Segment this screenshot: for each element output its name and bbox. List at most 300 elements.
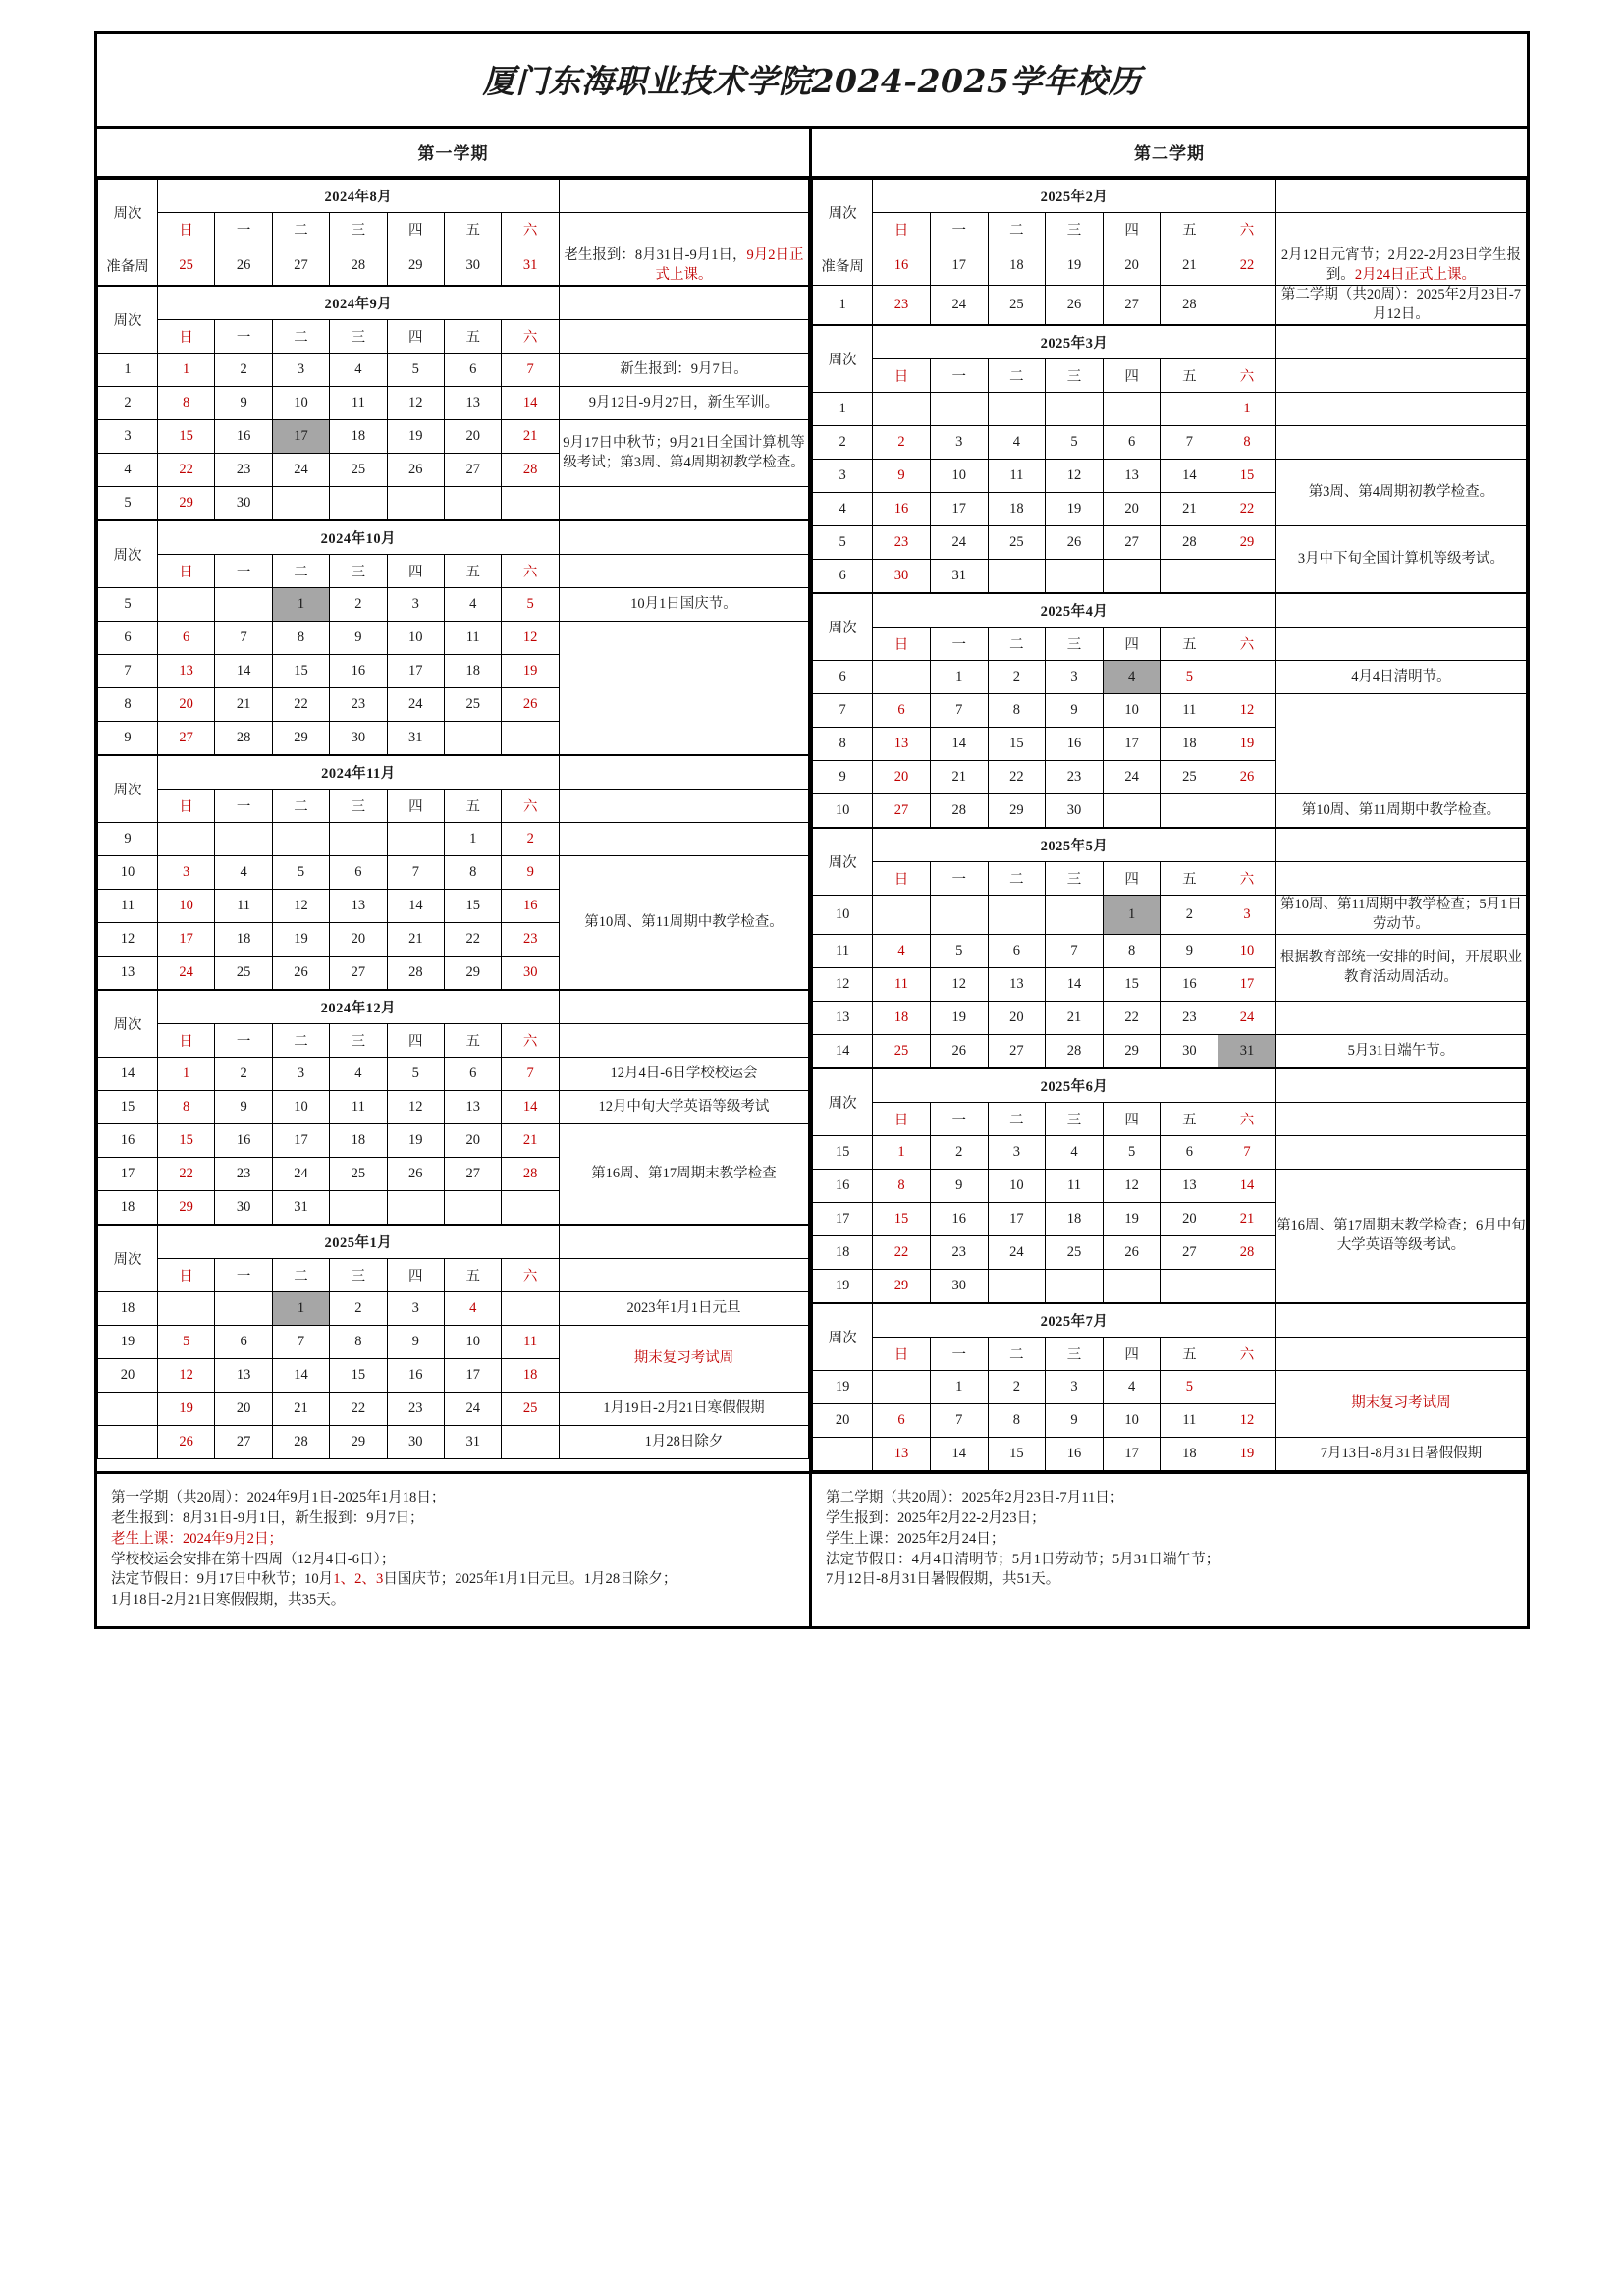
day-cell: 13	[215, 1359, 272, 1393]
week-row	[813, 896, 1527, 935]
month-name: 2024年9月	[157, 287, 559, 320]
day-cell: 4	[1103, 1371, 1161, 1404]
week-number: 1	[98, 354, 158, 387]
day-cell: 31	[272, 1191, 329, 1225]
day-cell: 26	[930, 1035, 988, 1068]
month-name: 2024年8月	[157, 180, 559, 213]
note-cell: 新生报到：9月7日。	[559, 354, 808, 387]
day-cell: 7	[1046, 935, 1104, 968]
week-column-header: 周次	[813, 1304, 873, 1371]
day-cell: 26	[387, 454, 444, 487]
day-cell: 3	[387, 1292, 444, 1326]
day-cell: 7	[215, 622, 272, 655]
month-table	[812, 179, 1527, 325]
dow-header-4: 四	[387, 1024, 444, 1058]
dow-header-5: 五	[444, 1259, 501, 1292]
week-row	[98, 487, 809, 520]
note-cell: 2月12日元宵节；2月22-2月23日学生报到。2月24日正式上课。	[1275, 246, 1526, 286]
dow-header-1: 一	[215, 555, 272, 588]
day-cell: 16	[215, 1124, 272, 1158]
day-cell: 1	[930, 1371, 988, 1404]
dow-header-0: 日	[873, 862, 931, 896]
dow-header-4: 四	[1103, 213, 1161, 246]
day-cell: 3	[272, 354, 329, 387]
day-cell: 22	[1218, 246, 1276, 286]
day-cell: 6	[988, 935, 1046, 968]
day-cell: 17	[1103, 728, 1161, 761]
week-number: 3	[813, 460, 873, 493]
footer-line: 第一学期（共20周）：2024年9月1日-2025年1月18日；	[111, 1490, 446, 1506]
note-cell	[559, 823, 808, 856]
dow-header-4: 四	[1103, 1103, 1161, 1136]
day-cell: 3	[1046, 1371, 1104, 1404]
day-cell: 18	[444, 655, 501, 688]
dow-header-2: 二	[988, 1103, 1046, 1136]
day-cell: 25	[330, 454, 387, 487]
day-cell	[1218, 1270, 1276, 1303]
day-cell: 13	[444, 1091, 501, 1124]
day-cell: 29	[873, 1270, 931, 1303]
note-cell-blank	[559, 555, 808, 588]
day-cell: 18	[330, 1124, 387, 1158]
week-column-header: 周次	[98, 287, 158, 354]
dow-header-6: 六	[502, 1259, 560, 1292]
dow-header-5: 五	[1161, 213, 1218, 246]
day-cell: 23	[215, 454, 272, 487]
day-cell: 14	[215, 655, 272, 688]
week-row	[98, 1292, 809, 1326]
note-cell: 第10周、第11周期中教学检查。	[559, 856, 808, 990]
semester-2-footer	[812, 1474, 1527, 1625]
day-cell: 2	[215, 1058, 272, 1091]
dow-row	[98, 320, 809, 354]
day-cell: 28	[272, 1426, 329, 1459]
day-cell: 11	[1161, 694, 1218, 728]
month-table	[812, 325, 1527, 593]
day-cell: 23	[387, 1393, 444, 1426]
day-cell: 4	[215, 856, 272, 890]
day-cell	[873, 661, 931, 694]
day-cell: 7	[502, 354, 560, 387]
footer-line: 学校校运会安排在第十四周（12月4日-6日）；	[111, 1551, 396, 1567]
day-cell	[387, 1191, 444, 1225]
dow-header-4: 四	[1103, 628, 1161, 661]
note-cell-blank	[559, 287, 808, 320]
day-cell: 28	[215, 722, 272, 755]
day-cell: 13	[988, 968, 1046, 1002]
dow-header-2: 二	[988, 628, 1046, 661]
note-cell	[1275, 393, 1526, 426]
note-cell: 2023年1月1日元旦	[559, 1292, 808, 1326]
dow-header-4: 四	[387, 790, 444, 823]
month-header-row	[813, 1304, 1527, 1338]
title-bar	[97, 34, 1527, 129]
day-cell: 20	[157, 688, 214, 722]
note-cell-blank	[1275, 594, 1526, 628]
dow-row	[98, 1259, 809, 1292]
dow-header-0: 日	[157, 1259, 214, 1292]
day-cell: 19	[1046, 493, 1104, 526]
day-cell: 11	[215, 890, 272, 923]
note-cell: 9月12日-9月27日，新生军训。	[559, 387, 808, 420]
dow-header-4: 四	[387, 1259, 444, 1292]
day-cell: 15	[988, 728, 1046, 761]
week-column-header: 周次	[98, 1226, 158, 1292]
day-cell: 6	[873, 1404, 931, 1438]
week-number: 5	[98, 588, 158, 622]
day-cell: 5	[1046, 426, 1104, 460]
day-cell	[502, 1426, 560, 1459]
day-cell: 6	[330, 856, 387, 890]
note-cell: 第16周、第17周期末教学检查；6月中旬大学英语等级考试。	[1275, 1170, 1526, 1303]
week-row	[813, 393, 1527, 426]
day-cell: 12	[272, 890, 329, 923]
day-cell: 13	[444, 387, 501, 420]
day-cell: 4	[444, 1292, 501, 1326]
week-row	[98, 420, 809, 454]
day-cell: 2	[330, 1292, 387, 1326]
day-cell: 31	[444, 1426, 501, 1459]
dow-header-2: 二	[988, 359, 1046, 393]
month-header-row	[813, 829, 1527, 862]
dow-header-6: 六	[1218, 628, 1276, 661]
day-cell: 22	[272, 688, 329, 722]
day-cell: 28	[1218, 1236, 1276, 1270]
footer-line: 法定节假日：9月17日中秋节；10月1、2、3日国庆节；2025年1月1日元旦。1月28日除夕；	[111, 1571, 677, 1588]
day-cell: 25	[444, 688, 501, 722]
day-cell: 12	[157, 1359, 214, 1393]
day-cell: 4	[444, 588, 501, 622]
day-cell: 14	[930, 728, 988, 761]
week-row	[813, 286, 1527, 325]
day-cell: 30	[330, 722, 387, 755]
day-cell: 3	[387, 588, 444, 622]
note-cell-blank	[559, 1024, 808, 1058]
dow-header-2: 二	[988, 1338, 1046, 1371]
day-cell: 29	[387, 246, 444, 286]
day-cell: 1	[445, 823, 502, 856]
week-row	[813, 246, 1527, 286]
day-cell: 3	[272, 1058, 329, 1091]
dow-header-1: 一	[930, 1103, 988, 1136]
day-cell	[444, 487, 501, 520]
day-cell: 1	[272, 1292, 329, 1326]
day-cell: 1	[272, 588, 329, 622]
week-number: 14	[98, 1058, 158, 1091]
day-cell: 29	[272, 722, 329, 755]
day-cell: 22	[157, 454, 214, 487]
day-cell: 16	[873, 493, 931, 526]
month-name: 2025年6月	[873, 1069, 1276, 1103]
day-cell	[1103, 393, 1161, 426]
day-cell: 10	[1103, 694, 1161, 728]
week-number: 14	[813, 1035, 873, 1068]
week-column-header: 周次	[98, 756, 158, 823]
day-cell	[272, 487, 329, 520]
day-cell: 5	[1161, 661, 1218, 694]
day-cell	[930, 393, 988, 426]
day-cell: 10	[930, 460, 988, 493]
note-cell: 第3周、第4周期初教学检查。	[1275, 460, 1526, 526]
day-cell: 10	[988, 1170, 1046, 1203]
day-cell: 31	[502, 246, 560, 286]
day-cell: 13	[330, 890, 387, 923]
day-cell: 21	[930, 761, 988, 794]
day-cell: 5	[272, 856, 329, 890]
day-cell: 22	[988, 761, 1046, 794]
day-cell: 12	[930, 968, 988, 1002]
day-cell: 24	[930, 526, 988, 560]
day-cell: 12	[1218, 1404, 1276, 1438]
month-header-row	[813, 180, 1527, 213]
dow-header-1: 一	[215, 320, 272, 354]
day-cell: 17	[930, 493, 988, 526]
day-cell: 15	[272, 655, 329, 688]
day-cell: 18	[873, 1002, 931, 1035]
day-cell: 19	[1218, 728, 1276, 761]
day-cell: 18	[215, 923, 272, 957]
day-cell: 10	[387, 622, 444, 655]
dow-header-0: 日	[873, 628, 931, 661]
day-cell: 27	[1103, 286, 1161, 325]
day-cell: 17	[1218, 968, 1276, 1002]
day-cell: 21	[1046, 1002, 1104, 1035]
day-cell: 12	[1103, 1170, 1161, 1203]
day-cell: 25	[1161, 761, 1218, 794]
week-number: 11	[813, 935, 873, 968]
day-cell: 23	[1161, 1002, 1218, 1035]
dow-header-1: 一	[215, 1259, 272, 1292]
week-number: 12	[98, 923, 158, 957]
day-cell: 26	[1218, 761, 1276, 794]
note-cell: 4月4日清明节。	[1275, 661, 1526, 694]
week-number: 18	[98, 1292, 158, 1326]
note-cell: 5月31日端午节。	[1275, 1035, 1526, 1068]
dow-header-6: 六	[1218, 213, 1276, 246]
day-cell: 2	[873, 426, 931, 460]
day-cell	[502, 722, 560, 755]
day-cell: 14	[930, 1438, 988, 1471]
dow-header-0: 日	[157, 213, 214, 246]
week-number: 9	[98, 722, 158, 755]
day-cell: 9	[215, 1091, 272, 1124]
month-header-row	[813, 1069, 1527, 1103]
day-cell: 26	[272, 957, 329, 990]
day-cell: 9	[1046, 1404, 1104, 1438]
week-number: 15	[98, 1091, 158, 1124]
day-cell: 1	[157, 354, 214, 387]
month-name: 2024年10月	[157, 521, 559, 555]
day-cell: 25	[1046, 1236, 1104, 1270]
dow-row	[813, 862, 1527, 896]
dow-header-1: 一	[930, 862, 988, 896]
day-cell: 27	[873, 794, 931, 828]
week-number: 10	[813, 794, 873, 828]
week-row	[813, 460, 1527, 493]
week-row	[813, 1371, 1527, 1404]
week-row	[813, 526, 1527, 560]
day-cell: 24	[988, 1236, 1046, 1270]
note-cell	[1275, 1002, 1526, 1035]
footer-line: 学生上课：2025年2月24日；	[826, 1530, 1005, 1547]
day-cell: 9	[873, 460, 931, 493]
day-cell: 16	[930, 1203, 988, 1236]
day-cell: 9	[502, 856, 559, 890]
day-cell: 11	[873, 968, 931, 1002]
dow-header-4: 四	[1103, 862, 1161, 896]
note-cell: 1月28日除夕	[559, 1426, 808, 1459]
day-cell: 5	[1161, 1371, 1218, 1404]
month-header-row	[98, 756, 809, 790]
day-cell	[1046, 393, 1104, 426]
note-cell-blank	[1275, 628, 1526, 661]
page-title: 厦门东海职业技术学院2024-2025学年校历	[482, 62, 1142, 100]
week-row	[98, 1393, 809, 1426]
dow-header-4: 四	[1103, 359, 1161, 393]
day-cell: 29	[157, 487, 214, 520]
dow-header-0: 日	[873, 359, 931, 393]
day-cell: 4	[330, 354, 387, 387]
day-cell: 6	[157, 622, 214, 655]
week-number: 9	[813, 761, 873, 794]
day-cell: 16	[1161, 968, 1218, 1002]
month-name: 2025年7月	[873, 1304, 1276, 1338]
day-cell: 24	[272, 454, 329, 487]
week-number: 10	[98, 856, 158, 890]
dow-row	[813, 213, 1527, 246]
month-name: 2025年3月	[873, 326, 1276, 359]
day-cell: 31	[1218, 1035, 1276, 1068]
day-cell: 8	[272, 622, 329, 655]
note-cell: 根据教育部统一安排的时间，开展职业教育活动周活动。	[1275, 935, 1526, 1002]
day-cell: 8	[988, 1404, 1046, 1438]
semester-1-footer	[97, 1474, 812, 1625]
day-cell: 28	[1161, 526, 1218, 560]
day-cell	[988, 560, 1046, 593]
day-cell: 19	[157, 1393, 214, 1426]
day-cell: 23	[215, 1158, 272, 1191]
day-cell: 5	[157, 1326, 214, 1359]
day-cell: 7	[930, 1404, 988, 1438]
day-cell	[215, 823, 272, 856]
dow-header-5: 五	[445, 790, 502, 823]
week-number: 3	[98, 420, 158, 454]
day-cell: 14	[1161, 460, 1218, 493]
day-cell	[502, 1292, 560, 1326]
dow-header-4: 四	[387, 555, 444, 588]
week-number: 13	[98, 957, 158, 990]
week-number: 16	[98, 1124, 158, 1158]
note-cell-blank	[559, 991, 808, 1024]
day-cell: 2	[330, 588, 387, 622]
day-cell: 30	[1161, 1035, 1218, 1068]
week-column-header: 周次	[813, 180, 873, 246]
day-cell: 25	[988, 526, 1046, 560]
day-cell	[502, 1191, 560, 1225]
week-column-header: 周次	[98, 521, 158, 588]
note-cell-blank	[1275, 359, 1526, 393]
semester-2-panel	[812, 129, 1527, 1471]
dow-header-2: 二	[272, 213, 329, 246]
day-cell: 1	[873, 1136, 931, 1170]
day-cell	[873, 896, 931, 935]
day-cell: 14	[502, 387, 560, 420]
day-cell: 14	[502, 1091, 560, 1124]
day-cell: 25	[157, 246, 214, 286]
week-number	[813, 1438, 873, 1471]
day-cell: 29	[157, 1191, 214, 1225]
note-cell	[1275, 426, 1526, 460]
week-row	[98, 1326, 809, 1359]
week-number: 11	[98, 890, 158, 923]
note-cell: 9月17日中秋节；9月21日全国计算机等级考试；第3周、第4周期初教学检查。	[559, 420, 808, 487]
day-cell: 17	[272, 420, 329, 454]
calendar-outer-frame	[94, 31, 1530, 1629]
week-row	[813, 935, 1527, 968]
week-number: 17	[813, 1203, 873, 1236]
dow-header-5: 五	[1161, 1338, 1218, 1371]
day-cell: 30	[930, 1270, 988, 1303]
day-cell: 2	[988, 661, 1046, 694]
note-cell-blank	[559, 1226, 808, 1259]
dow-header-5: 五	[1161, 862, 1218, 896]
dow-header-5: 五	[1161, 359, 1218, 393]
day-cell: 26	[1046, 526, 1104, 560]
day-cell: 17	[272, 1124, 329, 1158]
note-cell: 第10周、第11周期中教学检查；5月1日劳动节。	[1275, 896, 1526, 935]
day-cell	[873, 1371, 931, 1404]
dow-header-6: 六	[502, 1024, 560, 1058]
day-cell: 20	[215, 1393, 272, 1426]
day-cell: 3	[930, 426, 988, 460]
dow-header-3: 三	[330, 1024, 387, 1058]
dow-header-6: 六	[502, 320, 560, 354]
dow-header-3: 三	[330, 1259, 387, 1292]
day-cell: 20	[1161, 1203, 1218, 1236]
semesters-container	[97, 129, 1527, 1471]
week-column-header: 周次	[98, 991, 158, 1058]
footer-line: 老生上课：2024年9月2日；	[111, 1530, 284, 1547]
day-cell: 24	[387, 688, 444, 722]
dow-row	[98, 213, 809, 246]
note-cell: 第10周、第11周期中教学检查。	[1275, 794, 1526, 828]
semester-1-months	[97, 179, 809, 1459]
day-cell: 4	[330, 1058, 387, 1091]
note-cell: 7月13日-8月31日暑假假期	[1275, 1438, 1526, 1471]
day-cell: 25	[873, 1035, 931, 1068]
month-name: 2025年1月	[157, 1226, 559, 1259]
month-table	[812, 1068, 1527, 1303]
day-cell: 19	[272, 923, 329, 957]
week-row	[813, 1035, 1527, 1068]
day-cell: 27	[272, 246, 329, 286]
day-cell: 4	[873, 935, 931, 968]
day-cell	[444, 722, 501, 755]
day-cell: 24	[444, 1393, 501, 1426]
day-cell: 9	[330, 622, 387, 655]
day-cell: 18	[330, 420, 387, 454]
week-number: 19	[813, 1270, 873, 1303]
day-cell: 30	[387, 1426, 444, 1459]
week-number: 16	[813, 1170, 873, 1203]
day-cell	[157, 823, 214, 856]
day-cell: 7	[502, 1058, 560, 1091]
note-cell: 老生报到：8月31日-9月1日，9月2日正式上课。	[559, 246, 808, 286]
day-cell: 8	[1103, 935, 1161, 968]
dow-header-2: 二	[988, 862, 1046, 896]
day-cell: 10	[272, 387, 329, 420]
note-cell-blank	[1275, 180, 1526, 213]
